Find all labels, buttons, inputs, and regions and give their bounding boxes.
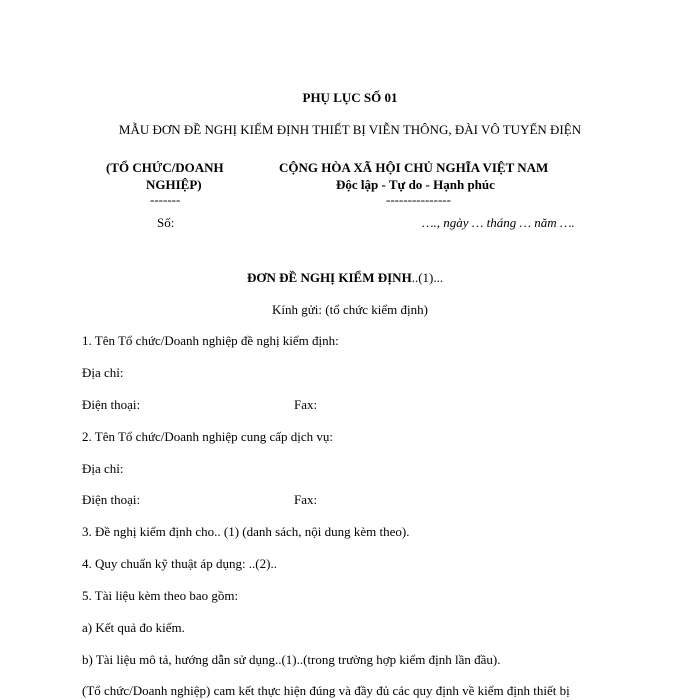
item-1: 1. Tên Tổ chức/Doanh nghiệp đề nghị kiểm định: xyxy=(82,333,339,348)
item-2: 2. Tên Tổ chức/Doanh nghiệp cung cấp dịch vụ: xyxy=(82,429,333,444)
request-title-main: ĐƠN ĐỀ NGHỊ KIỂM ĐỊNH xyxy=(247,270,412,285)
item-3: 3. Đề nghị kiểm định cho.. (1) (danh sách, nội dung kèm theo). xyxy=(82,524,410,539)
item-4: 4. Quy chuẩn kỹ thuật áp dụng: ..(2).. xyxy=(82,556,277,571)
nation-name: CỘNG HÒA XÃ HỘI CHỦ NGHĨA VIỆT NAM xyxy=(279,160,549,175)
request-title xyxy=(247,270,443,286)
document-number-label: Số: xyxy=(157,215,175,230)
address-1: Địa chỉ: xyxy=(82,365,124,380)
nation-dashes: --------------- xyxy=(386,192,451,207)
appendix-title: PHỤ LỤC SỐ 01 xyxy=(302,90,398,105)
date-line: …., ngày … tháng … năm …. xyxy=(422,215,575,230)
item-5a: a) Kết quả đo kiểm. xyxy=(82,620,185,635)
phone-1: Điện thoại: xyxy=(82,397,141,412)
phone-2: Điện thoại: xyxy=(82,492,141,507)
form-title: MẪU ĐƠN ĐỀ NGHỊ KIỂM ĐỊNH THIẾT BỊ VIỄN THÔNG, ĐÀI VÔ TUYẾN ĐIỆN xyxy=(118,122,582,137)
commitment: (Tổ chức/Doanh nghiệp) cam kết thực hiện đúng và đầy đủ các quy định về kiểm định thiết bị xyxy=(82,683,570,698)
nation-motto: Độc lập - Tự do - Hạnh phúc xyxy=(336,177,495,192)
org-dashes: ------- xyxy=(150,192,181,207)
org-name-line1: (TỔ CHỨC/DOANH xyxy=(106,160,224,175)
item-5: 5. Tài liệu kèm theo bao gồm: xyxy=(82,588,239,603)
address-2: Địa chỉ: xyxy=(82,461,124,476)
org-name-line2: NGHIỆP) xyxy=(146,177,202,192)
item-5b: b) Tài liệu mô tả, hướng dẫn sử dụng..(1)..(trong trường hợp kiểm định lần đầu). xyxy=(82,652,501,667)
fax-2: Fax: xyxy=(294,492,318,507)
request-title-suffix: ..(1)... xyxy=(411,270,444,285)
fax-1: Fax: xyxy=(294,397,318,412)
addressee: Kính gửi: (tổ chức kiểm định) xyxy=(272,302,428,317)
